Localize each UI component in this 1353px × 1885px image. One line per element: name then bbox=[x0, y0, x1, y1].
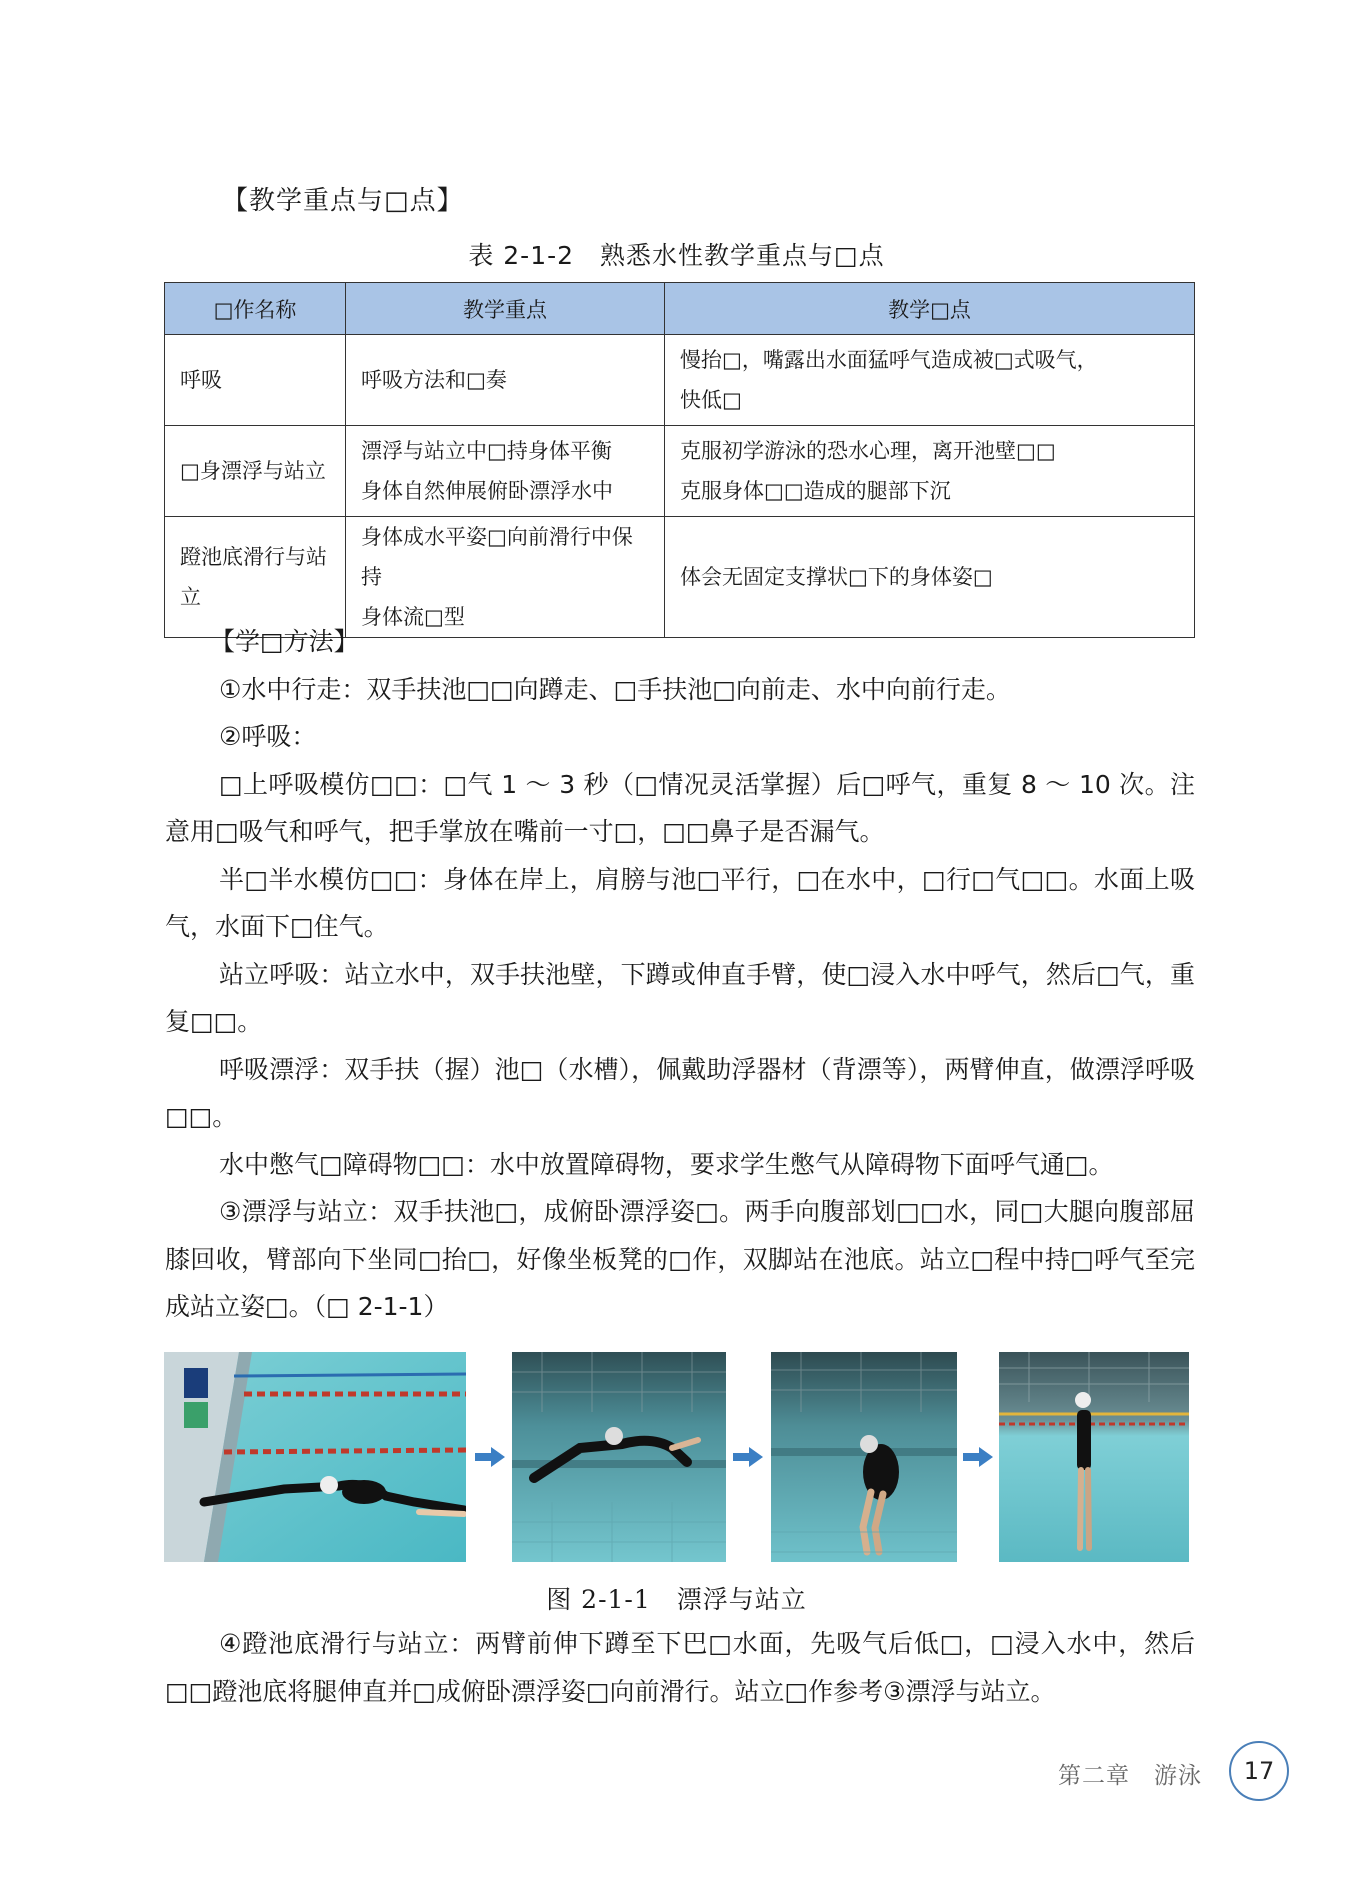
cell-name: □身漂浮与站立 bbox=[165, 426, 346, 517]
figure-caption: 图 2-1-1 漂浮与站立 bbox=[546, 1585, 807, 1614]
cell-difficulty: 体会无固定支撑状□下的身体姿□ bbox=[665, 517, 1195, 638]
table-row bbox=[165, 426, 1195, 517]
cell-difficulty: 克服初学游泳的恐水心理，离开池壁□□ 克服身体□□造成的腿部下沉 bbox=[665, 426, 1195, 517]
underwater-tuck-photo bbox=[512, 1352, 726, 1562]
paragraph: □上呼吸模仿□□：□气 1 ～ 3 秒（□情况灵活掌握）后□呼气，重复 8 ～ 10 次。注意用□吸气和呼气，把手掌放在嘴前一寸□，□□鼻子是否漏气。 bbox=[165, 769, 1195, 846]
chapter-label: 第二章 游泳 bbox=[1058, 1763, 1202, 1789]
arrow-right-icon bbox=[733, 1447, 763, 1467]
paragraph: ④蹬池底滑行与站立：两臂前伸下蹲至下巴□水面，先吸气后低□，□浸入水中，然后□□蹬池底将腿伸直并□成俯卧漂浮姿□向前滑行。站立□作参考③漂浮与站立。 bbox=[165, 1629, 1195, 1706]
page-number: 17 bbox=[1229, 1741, 1289, 1801]
teaching-table bbox=[164, 282, 1195, 638]
cell-focus: 漂浮与站立中□持身体平衡 身体自然伸展俯卧漂浮水中 bbox=[346, 426, 665, 517]
method-text-continued bbox=[165, 1620, 1195, 1715]
arrow-right-icon bbox=[963, 1447, 993, 1467]
paragraph: ③漂浮与站立：双手扶池□，成俯卧漂浮姿□。两手向腹部划□□水，同□大腿向腹部屈膝回收，臂部向下坐同□抬□，好像坐板凳的□作，双脚站在池底。站立□程中持□呼气至完成站立姿□。（□ 2-1-1） bbox=[165, 1197, 1195, 1321]
paragraph: 呼吸漂浮：双手扶（握）池□（水槽），佩戴助浮器材（背漂等），两臂伸直，做漂浮呼吸□□。 bbox=[165, 1054, 1195, 1131]
cell-focus: 呼吸方法和□奏 bbox=[346, 335, 665, 426]
table-caption: 表 2-1-2 熟悉水性教学重点与□点 bbox=[468, 241, 885, 270]
paragraph: ②呼吸： bbox=[219, 722, 317, 751]
cell-focus: 身体成水平姿□向前滑行中保持 身体流□型 bbox=[346, 517, 665, 638]
table-row bbox=[165, 335, 1195, 426]
cell-name: 呼吸 bbox=[165, 335, 346, 426]
cell-difficulty: 慢抬□，嘴露出水面猛呼气造成被□式吸气， 快低□ bbox=[665, 335, 1195, 426]
header-focus: 教学重点 bbox=[346, 283, 665, 335]
standing-photo bbox=[999, 1352, 1189, 1562]
header-difficulty: 教学□点 bbox=[665, 283, 1195, 335]
arrow-right-icon bbox=[475, 1447, 505, 1467]
header-action-name: □作名称 bbox=[165, 283, 346, 335]
paragraph: 水中憋气□障碍物□□：水中放置障碍物，要求学生憋气从障碍物下面呼气通□。 bbox=[219, 1149, 1114, 1179]
cell-name: 蹬池底滑行与站立 bbox=[165, 517, 346, 638]
section-heading: 【教学重点与□点】 bbox=[222, 186, 464, 216]
paragraph: 半□半水模仿□□：身体在岸上，肩膀与池□平行，□在水中，□行□气□□。水面上吸气，水面下□住气。 bbox=[165, 864, 1195, 941]
prone-glide-photo bbox=[164, 1352, 466, 1562]
paragraph: ①水中行走：双手扶池□□向蹲走、□手扶池□向前走、水中向前行走。 bbox=[219, 674, 1011, 704]
underwater-squat-photo bbox=[771, 1352, 957, 1562]
paragraph: 站立呼吸：站立水中，双手扶池壁，下蹲或伸直手臂，使□浸入水中呼气，然后□气，重复□□。 bbox=[165, 959, 1195, 1036]
method-text bbox=[165, 618, 1195, 1331]
method-heading: 【学□方法】 bbox=[210, 627, 359, 656]
